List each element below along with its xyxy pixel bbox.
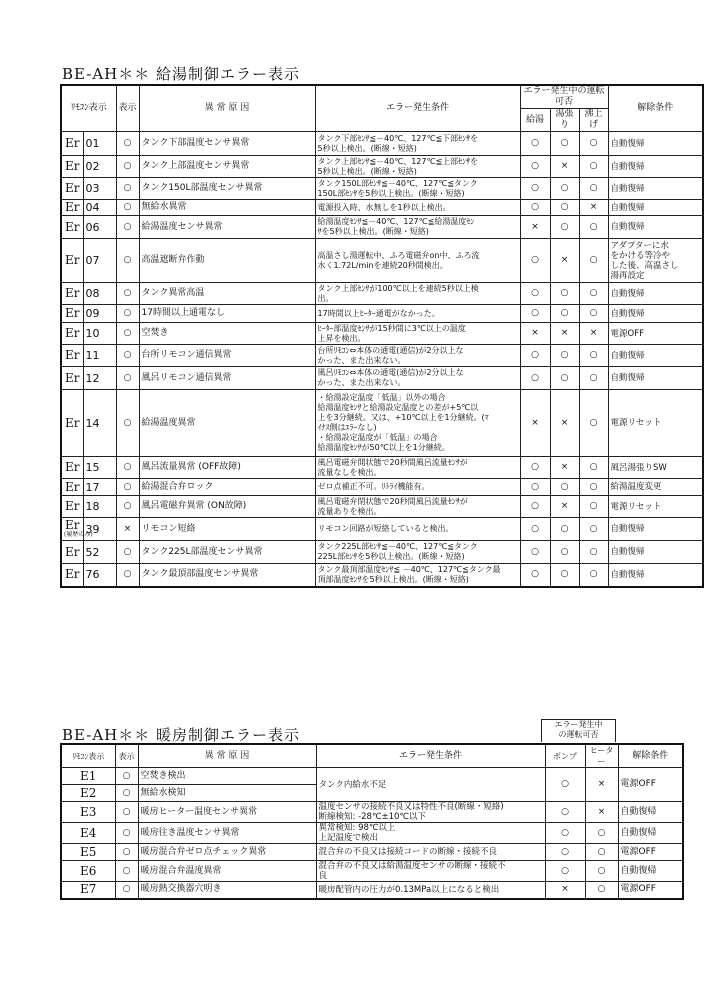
section1-title: BE-AH＊＊ 給湯制御エラー表示: [62, 65, 301, 83]
error-number: 07: [83, 239, 116, 283]
error-prefix: Er: [61, 457, 83, 479]
error-cause: タンク最頂部温度センサ異常: [139, 564, 315, 587]
error-cause: タンク異常高温: [139, 283, 315, 305]
error-row: [61, 323, 703, 345]
error-number: 12: [83, 367, 116, 390]
error-prefix: Er: [61, 283, 83, 305]
op-pump: ○: [545, 844, 585, 861]
error-condition: 給湯温度ｾﾝｻ≦－40℃、127℃≦給湯温度ｾﾝ ｻを5秒以上検出。(断線・短絡): [315, 216, 520, 239]
col-op-hot-water: 給湯: [520, 109, 550, 132]
error-row: [61, 216, 703, 239]
op-heater: ○: [585, 882, 618, 899]
op-hot-water: ○: [520, 178, 550, 200]
error-condition: タンク下部ｾﾝｻ≦－40℃、127℃≦下部ｾﾝｻを 5秒以上検出。(断線・短絡): [315, 132, 520, 156]
op-bath-fill: ×: [550, 239, 579, 283]
display-flag: ○: [116, 541, 139, 564]
op-heat-up: ○: [579, 541, 608, 564]
display-flag: ○: [116, 564, 139, 587]
error-number: 39: [83, 518, 116, 541]
op-bath-fill: ○: [550, 518, 579, 541]
op-heat-up: ○: [579, 457, 608, 479]
error-number: 08: [83, 283, 116, 305]
error-number: 11: [83, 345, 116, 367]
display-flag: ○: [116, 479, 139, 496]
error-number: 06: [83, 216, 116, 239]
release-condition: 電源リセット: [608, 496, 703, 518]
op-heat-up: ○: [579, 564, 608, 587]
error-prefix: Er: [61, 345, 83, 367]
error-cause: 暖房混合弁ゼロ点チェック異常: [138, 844, 316, 861]
op-heat-up: ○: [579, 367, 608, 390]
op-bath-fill: ○: [550, 178, 579, 200]
op-hot-water: ×: [520, 390, 550, 457]
error-number: 10: [83, 323, 116, 345]
op-hot-water: ○: [520, 345, 550, 367]
heating-error-rows: [61, 768, 683, 899]
error-cause: タンク下部温度センサ異常: [139, 132, 315, 156]
op-bath-fill: ○: [550, 564, 579, 587]
release-condition: 自動復帰: [608, 178, 703, 200]
release-condition: 自動復帰: [608, 518, 703, 541]
error-code: E3: [61, 802, 115, 823]
op-hot-water: ○: [520, 564, 550, 587]
op-bath-fill: ○: [550, 200, 579, 216]
op-heat-up: ○: [579, 178, 608, 200]
release-condition: 自動復帰: [608, 367, 703, 390]
error-row: [61, 305, 703, 323]
error-row: [61, 367, 703, 390]
error-row: [61, 345, 703, 367]
error-cause: 暖房ヒーター温度センサ異常: [138, 802, 316, 823]
error-row: [61, 823, 683, 844]
release-condition: 自動復帰: [608, 305, 703, 323]
error-condition: タンク225L部ｾﾝｻ≦－40℃、127℃≦タンク 225L部ｾﾝｻを5秒以上検出。(断線・短絡): [315, 541, 520, 564]
error-condition: ゼロ点補正不可。ﾘﾄﾗｲ機能有。: [315, 479, 520, 496]
error-condition: リモコン回路が短絡していると検出。: [315, 518, 520, 541]
error-cause: 高温遮断弁作動: [139, 239, 315, 283]
op-hot-water: ○: [520, 305, 550, 323]
release-condition: 風呂湯張りSW: [608, 457, 703, 479]
error-condition: 暖房配管内の圧力が0.13MPa以上になると検出: [316, 882, 545, 899]
col-condition: エラー発生条件: [315, 85, 520, 132]
error-prefix: Er: [61, 132, 83, 156]
col-op-heater: ヒーター: [585, 744, 618, 768]
op-pump: ○: [545, 823, 585, 844]
error-prefix: Er: [61, 367, 83, 390]
error-cause: 空焚き検出: [138, 768, 316, 785]
error-prefix: Er: [61, 305, 83, 323]
op-pump: ○: [545, 768, 585, 802]
error-cause: 暖房往き温度センサ異常: [138, 823, 316, 844]
error-condition: タンク150L部ｾﾝｻ≦－40℃、127℃≦タンク 150L部ｾﾝｻを5秒以上検出。(断線・短絡): [315, 178, 520, 200]
op-heater: ○: [585, 844, 618, 861]
release-condition: 電源リセット: [608, 390, 703, 457]
section2-title: BE-AH＊＊ 暖房制御エラー表示: [62, 726, 301, 744]
error-row: [61, 178, 703, 200]
error-row: [61, 156, 703, 178]
op-bath-fill: ○: [550, 216, 579, 239]
release-condition: 電源OFF: [618, 844, 683, 861]
op-heat-up: ○: [579, 305, 608, 323]
error-prefix: Er: [61, 496, 83, 518]
error-cause: 給湯温度異常: [139, 390, 315, 457]
op-heater: ×: [585, 768, 618, 802]
error-prefix: Er: [61, 323, 83, 345]
op-heat-up: ○: [579, 345, 608, 367]
op-bath-fill: ○: [550, 345, 579, 367]
error-number: 15: [83, 457, 116, 479]
display-flag: ×: [116, 518, 139, 541]
error-row: [61, 564, 703, 587]
op-hot-water: ×: [520, 216, 550, 239]
error-condition: 異常検知: 98℃以上 上記温度で検出: [316, 823, 545, 844]
display-flag: ○: [115, 844, 138, 861]
release-condition: 給湯温度変更: [608, 479, 703, 496]
op-hot-water: ×: [520, 323, 550, 345]
release-condition: 自動復帰: [608, 216, 703, 239]
error-number: 52: [83, 541, 116, 564]
display-flag: ○: [116, 283, 139, 305]
op-heat-up: ○: [579, 132, 608, 156]
error-prefix: Er: [61, 239, 83, 283]
error-number: 02: [83, 156, 116, 178]
col-cause: 異 常 原 因: [139, 85, 315, 132]
error-prefix: Er: [61, 156, 83, 178]
op-hot-water: ○: [520, 283, 550, 305]
op-heater: ○: [585, 823, 618, 844]
op-pump: ×: [545, 882, 585, 899]
op-heat-up: ○: [579, 496, 608, 518]
error-row: [61, 479, 703, 496]
display-flag: ○: [115, 823, 138, 844]
history-only-note: (履歴のみ): [64, 531, 93, 538]
error-row: [61, 457, 703, 479]
error-code: E5: [61, 844, 115, 861]
release-condition: 自動復帰: [608, 345, 703, 367]
error-cause: 給湯混合弁ロック: [139, 479, 315, 496]
display-flag: ○: [116, 239, 139, 283]
op-heat-up: ○: [579, 283, 608, 305]
error-cause: リモコン短絡: [139, 518, 315, 541]
col-release: 解除条件: [608, 85, 703, 132]
op-heat-up: ○: [579, 518, 608, 541]
op-bath-fill: ○: [550, 367, 579, 390]
col-condition: エラー発生条件: [316, 744, 545, 768]
display-flag: ○: [116, 200, 139, 216]
op-bath-fill: ○: [550, 132, 579, 156]
col-remote-display: ﾘﾓｺﾝ表示: [61, 744, 115, 768]
col-operation-group-heating: エラー発生中 の運転可否: [541, 719, 616, 742]
op-bath-fill: ×: [550, 390, 579, 457]
error-number: 03: [83, 178, 116, 200]
error-cause: 暖房混合弁温度異常: [138, 861, 316, 882]
op-heat-up: ○: [579, 156, 608, 178]
error-prefix: Er: [61, 216, 83, 239]
display-flag: ○: [116, 216, 139, 239]
error-cause: 台所リモコン通信異常: [139, 345, 315, 367]
display-flag: ○: [115, 861, 138, 882]
error-condition: 風呂ﾘﾓｺﾝ⇔本体の通電(通信)が2分以上な かった、また出来ない。: [315, 367, 520, 390]
op-heater: ×: [585, 802, 618, 823]
op-hot-water: ○: [520, 156, 550, 178]
col-operation-group: エラー発生中の運転可否: [520, 85, 608, 109]
error-cause: タンク225L部温度センサ異常: [139, 541, 315, 564]
error-cause: 風呂リモコン通信異常: [139, 367, 315, 390]
release-condition: 自動復帰: [618, 802, 683, 823]
error-condition: タンク上部ｾﾝｻが100℃以上を連続5秒以上検 出。: [315, 283, 520, 305]
op-hot-water: ○: [520, 457, 550, 479]
error-row: [61, 882, 683, 899]
op-bath-fill: ○: [550, 305, 579, 323]
release-condition: 電源OFF: [618, 768, 683, 802]
display-flag: ○: [116, 367, 139, 390]
error-condition: 混合弁の不良又は給湯温度センサの断線・接続不 良: [316, 861, 545, 882]
col-display: 表示: [116, 85, 139, 132]
col-remote-display: ﾘﾓｺﾝ表示: [61, 85, 116, 132]
error-condition: 混合弁の不良又は接続コードの断線・接続不良: [316, 844, 545, 861]
error-cause: 暖房熱交換器穴明き: [138, 882, 316, 899]
error-cause: 給湯温度センサ異常: [139, 216, 315, 239]
op-heater: ○: [585, 861, 618, 882]
op-heat-up: ○: [579, 216, 608, 239]
op-hot-water: ○: [520, 367, 550, 390]
error-condition: 電源投入時、水無しを1秒以上検出。: [315, 200, 520, 216]
error-row: [61, 768, 683, 785]
op-hot-water: ○: [520, 496, 550, 518]
display-flag: ○: [115, 802, 138, 823]
error-condition: 風呂電磁弁開状態で20秒間風呂流量ｾﾝｻが 流量なしを検出。: [315, 457, 520, 479]
op-heat-up: ×: [579, 323, 608, 345]
error-row: [61, 844, 683, 861]
release-condition: アダプターに水 をかける等冷や した後、高温さし 湯再設定: [608, 239, 703, 283]
error-number: 04: [83, 200, 116, 216]
error-prefix: Er: [61, 390, 83, 457]
op-heat-up: ○: [579, 479, 608, 496]
op-bath-fill: ×: [550, 496, 579, 518]
op-heat-up: ○: [579, 390, 608, 457]
display-flag: ○: [115, 882, 138, 899]
error-number: 14: [83, 390, 116, 457]
error-cause: 無給水異常: [139, 200, 315, 216]
heating-error-table: [60, 743, 684, 900]
display-flag: ○: [116, 496, 139, 518]
op-pump: ○: [545, 802, 585, 823]
error-prefix: Er: [61, 178, 83, 200]
op-hot-water: ○: [520, 200, 550, 216]
release-condition: 自動復帰: [608, 564, 703, 587]
col-cause: 異 常 原 因: [138, 744, 316, 768]
error-condition: タンク内給水不足: [316, 768, 545, 802]
error-row: [61, 541, 703, 564]
op-hot-water: ○: [520, 479, 550, 496]
error-cause: 風呂電磁弁異常 (ON故障): [139, 496, 315, 518]
error-code: E2: [61, 785, 115, 802]
error-row: [61, 496, 703, 518]
error-condition: ・給湯設定温度「低温」以外の場合 給湯温度ｾﾝｻと給湯設定温度との差が+5℃以 上を3分継続。又は、+10℃以上を1分継続。(ﾏ ｲﾅｽ側はｴﾗｰなし) ・給湯設定温度が「低温」の場合 給湯温度ｾﾝｻが50℃以上を1分継続。: [315, 390, 520, 457]
error-cause: 空焚き: [139, 323, 315, 345]
display-flag: ○: [115, 768, 138, 785]
error-prefix: Er: [61, 541, 83, 564]
col-op-heat-up: 沸上げ: [579, 109, 608, 132]
release-condition: 電源OFF: [618, 882, 683, 899]
release-condition: 電源OFF: [608, 323, 703, 345]
display-flag: ○: [116, 178, 139, 200]
hot-water-error-table: [60, 84, 704, 588]
error-number: 09: [83, 305, 116, 323]
op-pump: ○: [545, 861, 585, 882]
error-row: [61, 518, 703, 541]
error-condition: 台所ﾘﾓｺﾝ⇔本体の通電(通信)が2分以上な かった、また出来ない。: [315, 345, 520, 367]
op-heat-up: ×: [579, 200, 608, 216]
error-condition: 温度センサの接続不良又は特性不良(断線・短絡) 断線検知: -28℃±10℃以下: [316, 802, 545, 823]
error-prefix: Er: [61, 200, 83, 216]
error-number: 17: [83, 479, 116, 496]
error-code: E4: [61, 823, 115, 844]
release-condition: 自動復帰: [608, 283, 703, 305]
op-bath-fill: ○: [550, 283, 579, 305]
col-op-pump: ポンプ: [545, 744, 585, 768]
error-cause: タンク150L部温度センサ異常: [139, 178, 315, 200]
display-flag: ○: [116, 132, 139, 156]
release-condition: 自動復帰: [618, 861, 683, 882]
error-prefix: Er: [61, 479, 83, 496]
display-flag: ○: [116, 156, 139, 178]
error-row: [61, 861, 683, 882]
op-hot-water: ○: [520, 132, 550, 156]
error-condition: 風呂電磁弁閉状態で20秒間風呂流量ｾﾝｻが 流量ありを検出。: [315, 496, 520, 518]
op-bath-fill: ○: [550, 541, 579, 564]
error-row: [61, 132, 703, 156]
error-condition: ﾋｰﾀｰ部温度ｾﾝｻが15秒間に3℃以上の温度 上昇を検出。: [315, 323, 520, 345]
error-number: 18: [83, 496, 116, 518]
display-flag: ○: [116, 305, 139, 323]
error-cause: 風呂流量異常 (OFF故障): [139, 457, 315, 479]
op-bath-fill: ○: [550, 479, 579, 496]
error-prefix: Er: [61, 564, 83, 587]
display-flag: ○: [116, 390, 139, 457]
error-condition: 高温さし湯運転中、ふろ電磁弁on中、ふろ流 水く1.72L/minを連続20秒間検出。: [315, 239, 520, 283]
error-cause: タンク上部温度センサ異常: [139, 156, 315, 178]
op-hot-water: ○: [520, 239, 550, 283]
op-bath-fill: ×: [550, 323, 579, 345]
release-condition: 自動復帰: [608, 132, 703, 156]
release-condition: 自動復帰: [608, 200, 703, 216]
error-code: E1: [61, 768, 115, 785]
error-condition: 17時間以上ﾋｰﾀｰ通電がなかった。: [315, 305, 520, 323]
error-row: [61, 200, 703, 216]
op-heat-up: ○: [579, 239, 608, 283]
release-condition: 自動復帰: [608, 541, 703, 564]
release-condition: 自動復帰: [618, 823, 683, 844]
release-condition: 自動復帰: [608, 156, 703, 178]
error-number: 01: [83, 132, 116, 156]
display-flag: ○: [116, 345, 139, 367]
error-prefix-text: Er: [65, 518, 80, 532]
error-code: E6: [61, 861, 115, 882]
error-row: [61, 802, 683, 823]
error-number: 76: [83, 564, 116, 587]
error-cause: 無給水検知: [138, 785, 316, 802]
op-bath-fill: ×: [550, 457, 579, 479]
hot-water-error-rows: [61, 132, 703, 587]
error-code: E7: [61, 882, 115, 899]
col-op-bath-fill: 湯張り: [550, 109, 579, 132]
error-row: [61, 283, 703, 305]
op-bath-fill: ×: [550, 156, 579, 178]
display-flag: ○: [115, 785, 138, 802]
error-condition: タンク最頂部温度ｾﾝｻ≦ －40℃、127℃≦タンク最 頂部温度ｾﾝｻを5秒以上検出。(断線・短絡): [315, 564, 520, 587]
error-row: [61, 239, 703, 283]
col-release: 解除条件: [618, 744, 683, 768]
error-condition: タンク上部ｾﾝｻ≦－40℃、127℃≦上部ｾﾝｻを 5秒以上検出。(断線・短絡): [315, 156, 520, 178]
error-row: [61, 390, 703, 457]
op-hot-water: ○: [520, 518, 550, 541]
op-hot-water: ○: [520, 541, 550, 564]
display-flag: ○: [116, 457, 139, 479]
col-display: 表示: [115, 744, 138, 768]
error-cause: 17時間以上通電なし: [139, 305, 315, 323]
display-flag: ○: [116, 323, 139, 345]
